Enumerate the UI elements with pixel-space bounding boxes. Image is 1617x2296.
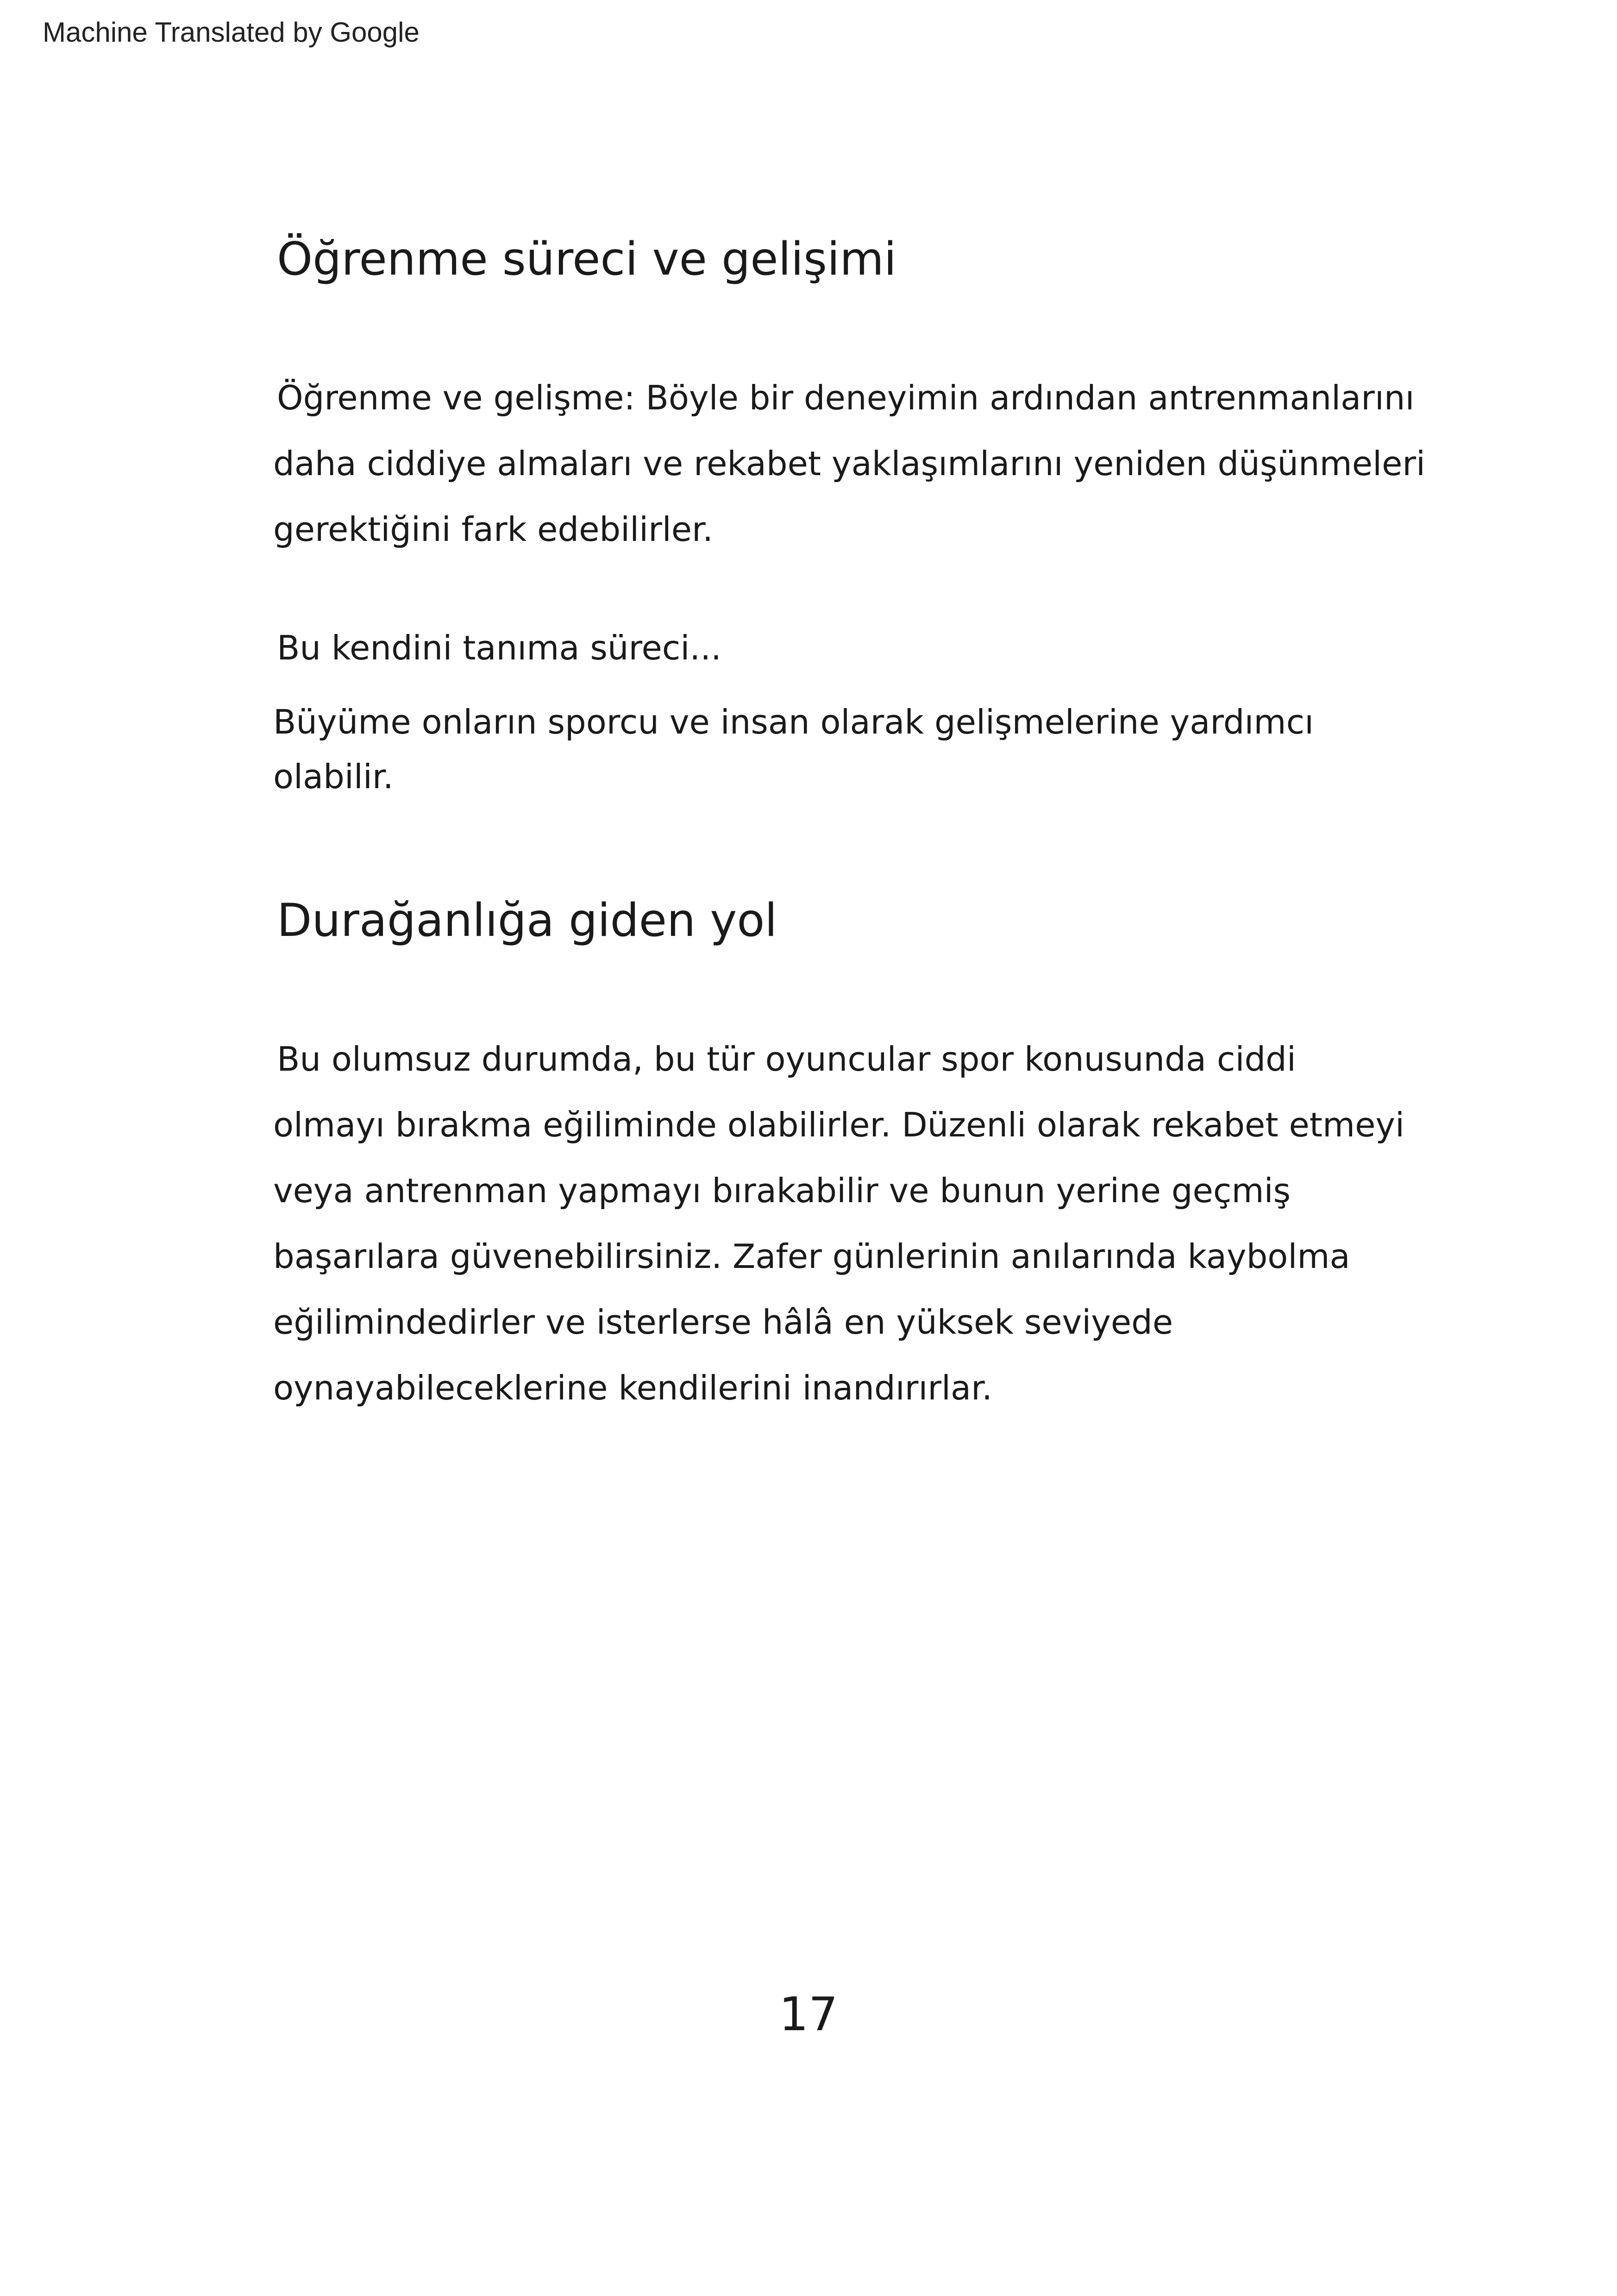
machine-translation-banner: Machine Translated by Google <box>43 17 420 48</box>
paragraph-line: oynayabileceklerine kendilerini inandırırlar. <box>273 1368 992 1407</box>
paragraph-line: Bu kendini tanıma süreci... <box>277 628 722 667</box>
paragraph-line: gerektiğini fark edebilirler. <box>273 510 713 549</box>
page-number: 17 <box>779 1987 838 2041</box>
section-heading-learning: Öğrenme süreci ve gelişimi <box>277 233 897 286</box>
paragraph-line: Büyüme onların sporcu ve insan olarak gelişmelerine yardımcı <box>273 703 1314 741</box>
paragraph-line: olabilir. <box>273 757 394 796</box>
paragraph-growth <box>273 695 1314 804</box>
paragraph-line: eğilimindedirler ve isterlerse hâlâ en yüksek seviyede <box>273 1303 1173 1342</box>
paragraph-line: daha ciddiye almaları ve rekabet yaklaşımlarını yeniden düşünmeleri <box>273 444 1426 483</box>
paragraph-stagnation <box>273 1026 1404 1421</box>
paragraph-learning-development <box>273 365 1425 562</box>
paragraph-line: Öğrenme ve gelişme: Böyle bir deneyimin ardından antrenmanlarını <box>277 378 1415 417</box>
paragraph-line: olmayı bırakma eğiliminde olabilirler. Düzenli olarak rekabet etmeyi <box>273 1105 1405 1144</box>
paragraph-line: başarılara güvenebilirsiniz. Zafer günlerinin anılarında kaybolma <box>273 1237 1350 1276</box>
paragraph-line: Bu olumsuz durumda, bu tür oyuncular spor konusunda ciddi <box>277 1040 1296 1079</box>
section-heading-stagnation: Durağanlığa giden yol <box>277 894 777 947</box>
paragraph-self-knowledge <box>273 621 721 675</box>
paragraph-line: veya antrenman yapmayı bırakabilir ve bunun yerine geçmiş <box>273 1171 1291 1210</box>
